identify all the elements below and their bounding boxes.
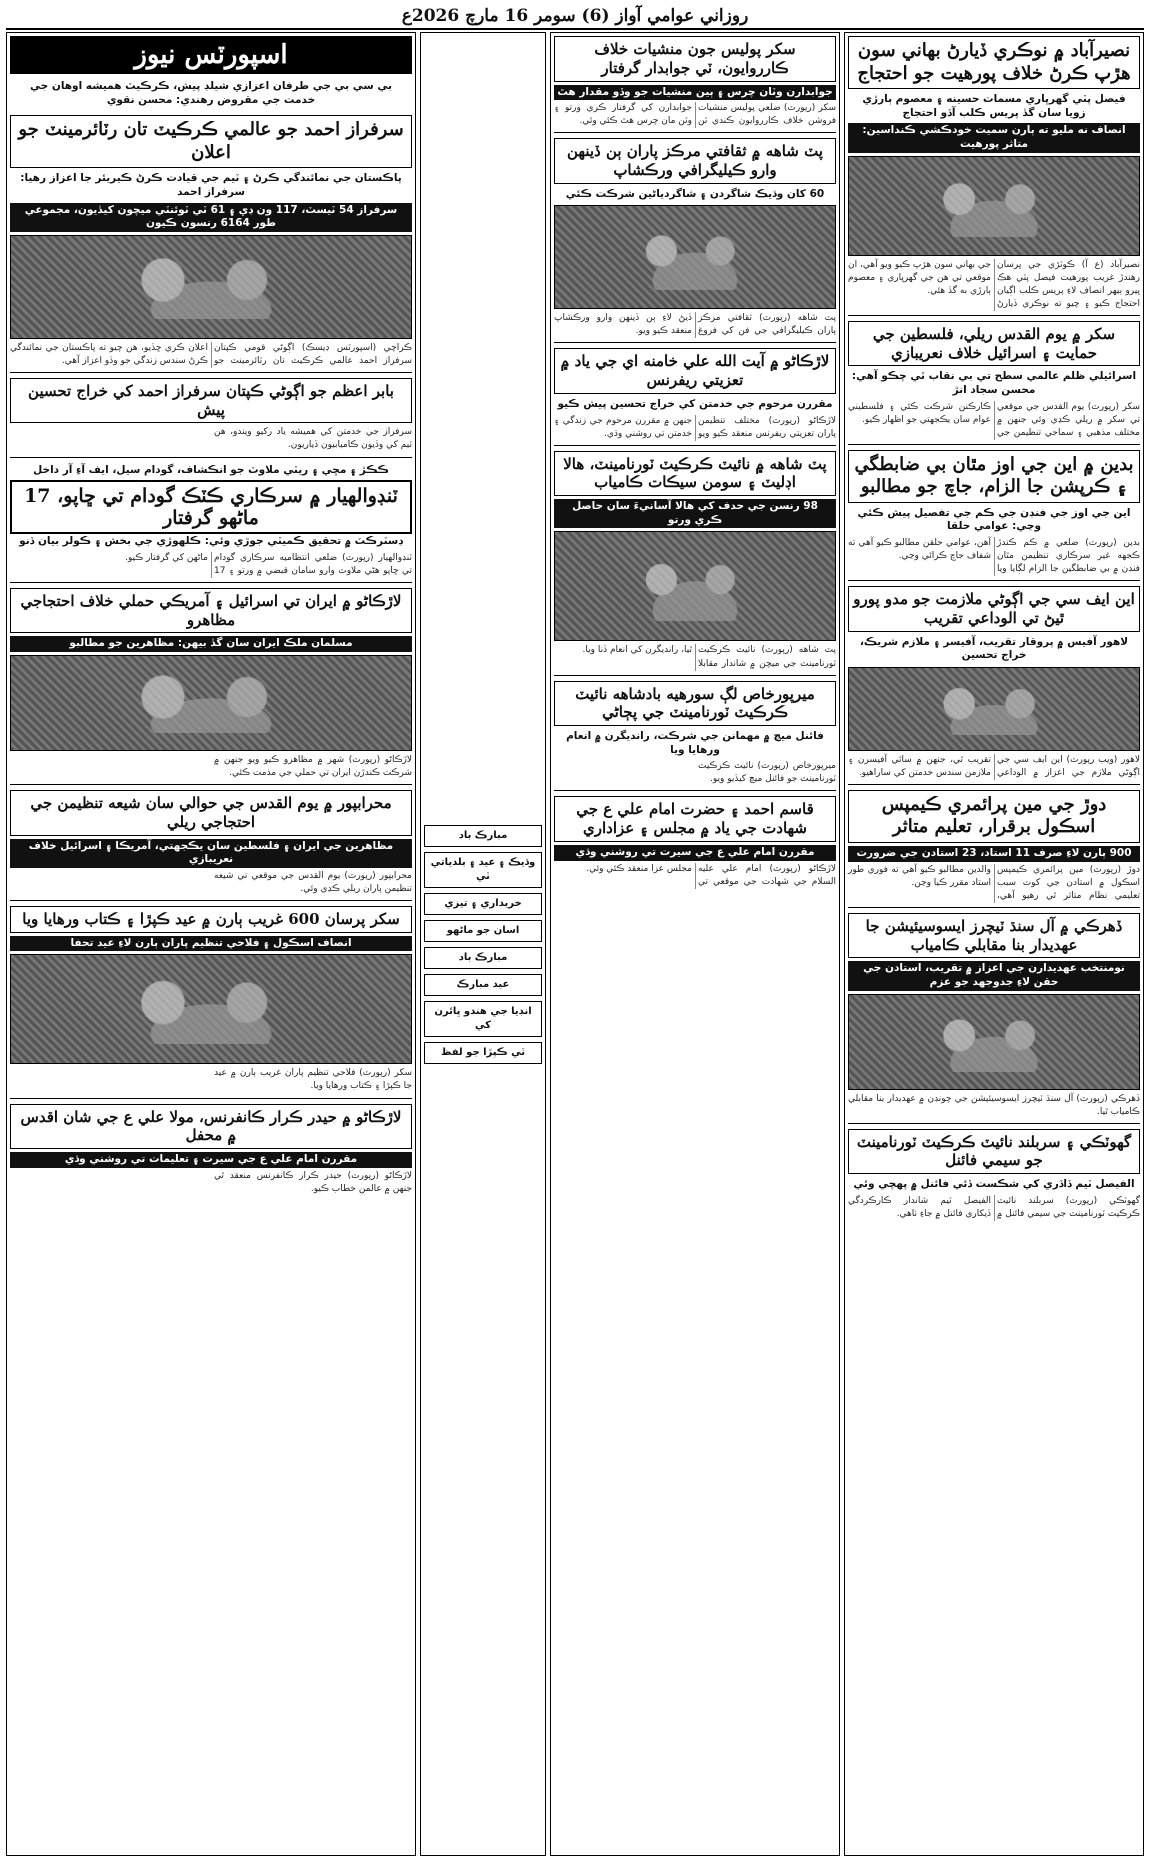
story-subheadline: فيصل پٽي گهرڀاري مسمات حسينه ۽ معصوم ٻارڙي زويا سان گڏ پريس ڪلب آڏو احتجاج xyxy=(862,93,1126,119)
story-body: بدين (رپورٽ) ضلعي ۾ ڪم ڪندڙ ڪجهه غير سرڪاري تنظيمن مٿان فنڊن ۾ بي ضابطگين جا الزام لڳايا ويا آهن، عوامي حلقن مطالبو ڪيو آهي ته شفاف جاچ ڪرائي وڃي. xyxy=(848,537,1140,575)
story-headline: قاسم احمد ۽ حضرت امام علي ع جي شهادت جي ياد ۾ مجلس ۽ عزاداري xyxy=(554,796,836,842)
column-left-sports xyxy=(6,32,416,1856)
story-larkana-protest xyxy=(10,588,412,785)
story-headline: سکر پرسان 600 غريب ٻارن ۾ عيد ڪپڙا ۽ ڪتاب ورهايا ويا xyxy=(10,906,412,933)
story-patshah-cricket xyxy=(554,451,836,676)
sports-tagline: بي سي بي جي طرفان اعزازي شيلڊ پيش، ڪرڪيٽ هميشه اوهان جي خدمت جي مقروض رهندي: محسن نقوي xyxy=(30,80,392,106)
ad-item: انڊيا جي هندو ڀائرن کي xyxy=(424,1001,542,1037)
story-sukkur-eid xyxy=(10,906,412,1098)
story-headline: لاڙڪاڻو ۾ ايران تي اسرائيل ۽ آمريڪي حملي خلاف احتجاجي مظاهرو xyxy=(10,588,412,634)
story-headline: اين ايف سي جي اڳوڻي ملازمت جو مدو پورو ٿيڻ تي الوداعي تقريب xyxy=(848,586,1140,632)
group-photo xyxy=(848,994,1140,1090)
ad-box: مبارڪ باد xyxy=(424,825,542,847)
story-daur-school xyxy=(848,790,1140,908)
story-larkana-reference xyxy=(554,348,836,445)
story-ghotki-cricket xyxy=(848,1129,1140,1225)
story-body: ڪراچي (اسپورٽس ڊيسڪ) اڳوڻي قومي ڪپتان سرفراز احمد عالمي ڪرڪيٽ تان رٽائرمينٽ جو اعلان ڪري ڇڏيو، هن چيو ته پاڪستان جي نمائندگي ڪرڻ سندس زندگي جو وڏو اعزاز آهي. xyxy=(10,342,412,366)
story-subheadline: انصاف نه مليو ته ٻارن سميت خودڪشي ڪنداسين: متاثر پورهيت xyxy=(848,123,1140,152)
story-subheadline: سرفراز 54 ٽيسٽ، 117 ون ڊي ۽ 61 ٽي ٽوئنٽي ميچون کيڏيون، مجموعي طور 6164 رنسون ڪيون xyxy=(10,203,412,232)
story-body: سکر (رپورٽ) ضلعي پوليس منشيات فروشن خلاف ڪارروايون ڪندي ٽن جوابدارن کي گرفتار ڪري ورتو ۽ وٽن مان چرس هٿ ڪئي وئي. xyxy=(554,103,836,127)
story-subheadline: نومنتخب عهديدارن جي اعزاز ۾ تقريب، استادن جي حقن لاءِ جدوجهد جو عزم xyxy=(848,961,1140,990)
story-headline: بدين ۾ اين جي اوز مٿان بي ضابطگي ۽ ڪرپشن جا الزام، جاچ جو مطالبو xyxy=(848,450,1140,503)
story-calligraphy-workshop xyxy=(554,138,836,343)
column-center-right xyxy=(550,32,840,1856)
story-headline: سکر پوليس جون منشيات خلاف ڪارروايون، ٽي جوابدار گرفتار xyxy=(554,36,836,82)
story-body: لاڙڪاڻو (رپورٽ) شهر ۾ مظاهرو ڪيو ويو جنهن ۾ شرڪت ڪندڙن ايران تي حملي جي مذمت ڪئي. xyxy=(214,755,412,779)
masthead: روزاني عوامي آواز (6) سومر 16 مارچ 2026ع xyxy=(6,4,1144,30)
story-subheadline: اين جي اوز جي فنڊن جي ڪم جي تفصيل پيش ڪئي وڃي: عوامي حلقا xyxy=(857,506,1131,533)
story-body: پٽ شاهه (رپورٽ) نائيٽ ڪرڪيٽ ٽورنامينٽ جي ميچن ۾ شاندار مقابلا ٿيا، رانديگرن کي انعام ڏنا ويا. xyxy=(582,645,836,669)
story-body: محرابپور (رپورٽ) يوم القدس جي موقعي تي شيعه تنظيمن پاران ريلي ڪڍي وئي. xyxy=(214,870,412,894)
workshop-photo xyxy=(554,205,836,309)
ad-box: وڌيڪ ۽ عيد ۽ بلدياتي ٽي xyxy=(424,852,542,888)
story-subheadline: مظاهرين جي ايران ۽ فلسطين سان يڪجهتي، آمريڪا ۽ اسرائيل خلاف نعريبازي xyxy=(10,839,412,868)
story-body: لاڙڪاڻو (رپورٽ) امام علي عليه السلام جي شهادت جي موقعي تي مجلس عزا منعقد ڪئي وئي. xyxy=(586,863,836,887)
story-sukkur-police xyxy=(554,36,836,133)
column-right xyxy=(844,32,1144,1856)
story-headline: محرابپور ۾ يوم القدس جي حوالي سان شيعه تنظيمن جي احتجاجي ريلي xyxy=(10,790,412,836)
story-subheadline: لاهور آفيس ۾ پروقار تقريب، آفيسر ۽ ملازم شريڪ، خراج تحسين xyxy=(859,635,1129,662)
story-headline: بابر اعظم جو اڳوڻي ڪپتان سرفراز احمد کي خراج تحسين پيش xyxy=(10,378,412,424)
story-body: ٽنڊوالهيار (رپورٽ) ضلعي انتظاميه سرڪاري گودام تي ڇاپو هڻي ملاوٽ وارو سامان قبضي ۾ ورتو ۽ 17 ماڻهن کي گرفتار ڪيو. xyxy=(125,552,412,576)
story-babar-tribute xyxy=(10,378,412,458)
story-mirpurkhas-cricket xyxy=(554,681,836,792)
ad-item: مبارڪ باد xyxy=(424,947,542,969)
story-headline: لاڙڪاڻو ۾ حيدر ڪرار ڪانفرنس، مولا علي ع جي شان اقدس ۾ محفل xyxy=(10,1104,412,1150)
column-ads xyxy=(420,32,546,1856)
story-headline: نصيرآباد ۾ نوڪري ڏيارڻ بهاني سون هڙپ ڪرڻ خلاف پورهيت جو احتجاج xyxy=(848,36,1140,89)
story-body: ڏهرڪي (رپورٽ) آل سنڌ ٽيچرز ايسوسيئيشن جي چونڊن ۾ عهديدار بنا مقابلي ڪامياب ٿيا. xyxy=(848,1093,1140,1117)
story-subheadline: مقررن امام علي ع جي سيرت ۽ تعليمات تي روشني وڌي xyxy=(10,1152,412,1168)
columns xyxy=(6,32,1144,1856)
story-sarfraz xyxy=(10,115,412,373)
story-daharki-teachers xyxy=(848,913,1140,1124)
story-badin-ngo xyxy=(848,450,1140,581)
story-headline: سرفراز احمد جو عالمي ڪرڪيٽ تان رٽائرمينٽ جو اعلان xyxy=(10,115,412,168)
story-subheadline: انصاف اسڪول ۽ فلاحي تنظيم پاران ٻارن لاءِ عيد تحفا xyxy=(10,936,412,952)
cricket-team-photo xyxy=(554,531,836,641)
protest-banner-photo xyxy=(10,655,412,751)
ad-item: ٽي ڪپڙا جو لفظ xyxy=(424,1042,542,1064)
story-headline: ميرپورخاص لڳ سورهيه بادشاهه نائيٽ ڪرڪيٽ ٽورنامينٽ جي پڄاڻي xyxy=(554,681,836,727)
story-headline: پٽ شاهه ۾ ثقافتي مرڪز پاران ٻن ڏينهن وارو ڪيليگرافي ورڪشاپ xyxy=(554,138,836,184)
shield-presentation-photo xyxy=(10,235,412,339)
story-headline: دوڙ جي مين پرائمري ڪيمپس اسڪول برقرار، تعليم متاثر xyxy=(848,790,1140,843)
story-headline: ٽنڊوالهيار ۾ سرڪاري ڪٽڪ گودام تي ڇاپو، 17 ماڻهو گرفتار xyxy=(10,480,412,534)
story-subheadline: 98 رنسن جي حدف کي هالا آسانيءَ سان حاصل ڪري ورتو xyxy=(554,499,836,528)
story-body: گهوٽڪي (رپورٽ) سربلند نائيٽ ڪرڪيٽ ٽورنامينٽ جي سيمي فائنل ۾ الفيصل ٽيم شاندار ڪارڪردگي ڏيکاري فائنل ۾ جاءِ ٺاهي. xyxy=(848,1195,1140,1219)
story-subheadline: اسرائيلي ظلم عالمي سطح تي بي نقاب ٿي چڪو آهي: محسن سجاد انڙ xyxy=(851,370,1137,396)
story-headline: گهوٽڪي ۽ سربلند نائيٽ ڪرڪيٽ ٽورنامينٽ جو سيمي فائنل xyxy=(848,1129,1140,1175)
story-mehrabpur-rally xyxy=(10,790,412,901)
story-sukkur-quds xyxy=(848,321,1140,445)
story-body: لاڙڪاڻو (رپورٽ) حيدر ڪرار ڪانفرنس منعقد ٿي جنهن ۾ عالمن خطاب ڪيو. xyxy=(214,1170,412,1194)
story-body: دوڙ (رپورٽ) مين پرائمري ڪيمپس اسڪول ۾ استادن جي کوٽ سبب تعليمي نظام متاثر ٿي رهيو آهي، والدين مطالبو ڪيو آهي ته فوري طور استاد مقرر ڪيا وڃن. xyxy=(848,864,1140,901)
story-headline: پٽ شاهه ۾ نائيٽ ڪرڪيٽ ٽورنامينٽ، هالا اڊليٽ ۽ سومن سيڪات ڪامياب xyxy=(554,451,836,497)
story-subheadline: الفيصل ٽيم ڏاڏري کي شڪست ڏئي فائنل ۾ پهچي وئي xyxy=(853,1178,1135,1191)
story-body: پٽ شاهه (رپورٽ) ثقافتي مرڪز پاران ڪيليگرافي جي فن کي فروغ ڏيڻ لاءِ ٻن ڏينهن وارو ورڪشاپ منعقد ڪيو ويو. xyxy=(554,313,836,337)
children-crowd-photo xyxy=(10,954,412,1064)
ad-item: عيد مبارڪ xyxy=(424,974,542,996)
protest-photo xyxy=(848,156,1140,256)
story-body: لاڙڪاڻو (رپورٽ) مختلف تنظيمن پاران تعزيتي ريفرنس منعقد ڪيو ويو جنهن ۾ مقررن مرحوم جي زندگي ۽ خدمتن تي روشني وڌي. xyxy=(554,415,836,439)
story-subheadline: ڊسٽرڪٽ ۾ تحقيق ڪميٽي جوڙي وئي: ڪلهوڙي جي بخش ۽ ڪولر بيان ڏنو xyxy=(19,535,403,548)
story-body: ميرپورخاص (رپورٽ) نائيٽ ڪرڪيٽ ٽورنامينٽ جو فائنل ميچ کيڏيو ويو. xyxy=(698,761,836,785)
story-headline: سکر ۾ يوم القدس ريلي، فلسطين جي حمايت ۽ اسرائيل خلاف نعريبازي xyxy=(848,321,1140,367)
story-subheadline: پاڪستان جي نمائندگي ڪرڻ ۽ ٽيم جي قيادت ڪرڻ ڪيريئر جا اعزاز رهيا: سرفراز احمد xyxy=(20,172,402,198)
story-subheadline: مقررن امام علي ع جي سيرت تي روشني وڌي xyxy=(554,845,836,861)
story-body: سکر (رپورٽ) فلاحي تنظيم پاران غريب ٻارن ۾ عيد جا ڪپڙا ۽ ڪتاب ورهايا ويا. xyxy=(214,1068,412,1092)
ad-box: خريداري ۽ تيزي xyxy=(424,893,542,915)
story-subheadline: جوابدارن وٽان چرس ۽ ٻين منشيات جو وڏو مقدار هٿ xyxy=(554,85,836,101)
story-subheadline: فائنل ميچ ۾ مهمانن جي شرڪت، رانديگرن ۾ انعام ورهايا ويا xyxy=(566,730,824,756)
story-subheadline: مقررن مرحوم جي خدمتن کي خراج تحسين پيش ڪيو xyxy=(557,397,833,410)
story-body: سکر (رپورٽ) يوم القدس جي موقعي تي سکر ۾ ريلي ڪڍي وئي جنهن ۾ مختلف مذهبي ۽ سماجي تنظيمن جي ڪارڪنن شرڪت ڪئي ۽ فلسطيني عوام سان يڪجهتي جو اظهار ڪيو. xyxy=(848,401,1140,438)
story-headline: لاڙڪاڻو ۾ آيت الله علي خامنه اي جي ياد ۾ تعزيتي ريفرنس xyxy=(554,348,836,394)
story-nasirabad xyxy=(848,36,1140,316)
story-body: سرفراز جي خدمتن کي هميشه ياد رکيو ويندو، هن ٽيم کي وڏيون ڪاميابيون ڏياريون. xyxy=(214,427,412,451)
story-haider-karar xyxy=(10,1104,412,1200)
story-majlis xyxy=(554,796,836,892)
story-subheadline: مسلمان ملڪ ايران سان گڏ بيهن: مظاهرين جو مطالبو xyxy=(10,636,412,652)
sports-news-banner: اسپورٽس نيوز xyxy=(10,36,412,74)
story-subheadline: 60 کان وڌيڪ شاگردن ۽ شاگردياڻين شرڪت ڪئي xyxy=(565,187,825,200)
story-nfc-farewell xyxy=(848,586,1140,785)
story-body: نصيرآباد (ع آ) ڪوٽڙي جي ڀرسان رهندڙ غريب پورهيت فيصل پٽي هڪ ڀيرو ٻيهر انصاف لاءِ پريس ڪلب اڳيان احتجاج ڪيو ۽ چيو ته نوڪري ڏيارڻ جي بهاني سون هڙپ ڪيو ويو آهي، ان موقعي تي هن جي گهرڀاري ۽ معصوم ٻارڙي به گڏ هئي. xyxy=(848,259,1140,309)
story-headline: ڏهرڪي ۾ آل سنڌ ٽيچرز ايسوسيئيشن جا عهديدار بنا مقابلي ڪامياب xyxy=(848,913,1140,959)
story-body: لاهور (ويب رپورٽ) اين ايف سي جي اڳوڻي ملازم جي اعزاز ۾ الوداعي تقريب ٿي، جنهن ۾ ساٿي آفيسرن ۽ ملازمن سندس خدمتن کي ساراهيو. xyxy=(848,754,1140,778)
story-tandoallahyar xyxy=(10,463,412,583)
ceremony-photo xyxy=(848,667,1140,751)
ad-box-label: اسان جو ماڻهو xyxy=(424,920,542,942)
story-tag: ڪڪڙ ۽ مڇي ۽ ريٽي ملاوٽ جو انڪشاف، گودام سيل، ايف آءِ آر داخل xyxy=(33,463,389,476)
story-subheadline: 900 ٻارن لاءِ صرف 11 استاد، 23 استادن جي ضرورت xyxy=(848,846,1140,862)
